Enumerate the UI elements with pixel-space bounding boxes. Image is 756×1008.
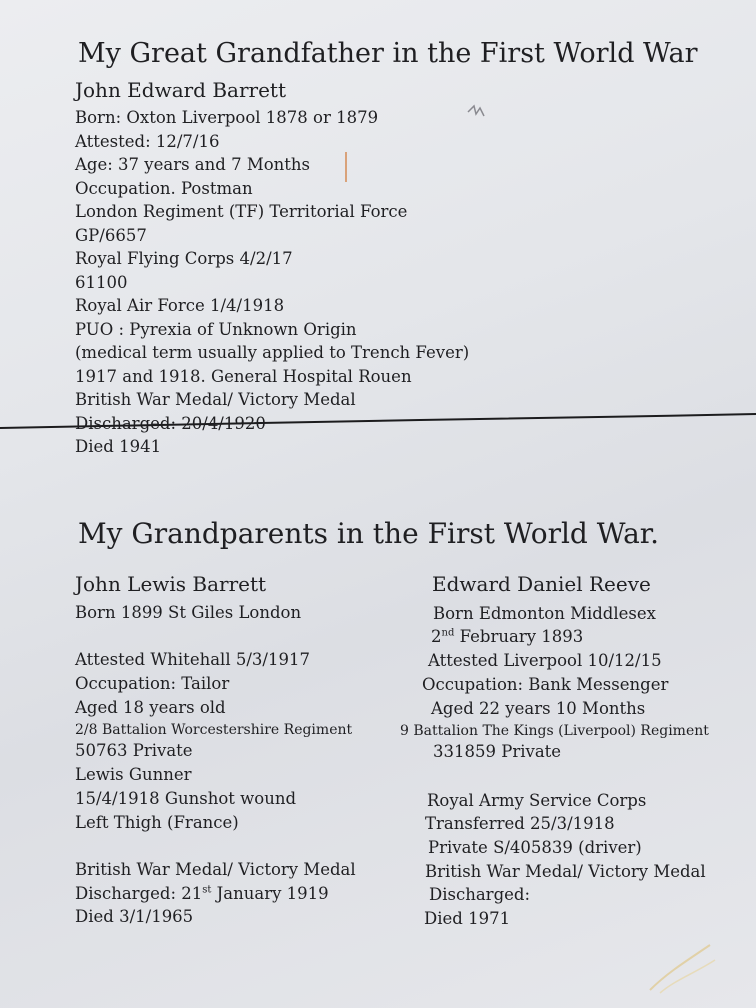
left-regiment: 2/8 Battalion Worcestershire Regiment <box>75 722 353 738</box>
left-discharged <box>75 884 329 903</box>
section1-title: My Great Grandfather in the First World War <box>78 38 698 69</box>
left-number: 50763 Private <box>75 741 193 760</box>
stain-mark <box>640 935 720 995</box>
record-line: Died 1941 <box>75 437 162 456</box>
record-line: Royal Flying Corps 4/2/17 <box>75 249 293 268</box>
record-line: London Regiment (TF) Territorial Force <box>75 202 408 221</box>
right-private: Private S/405839 (driver) <box>428 838 642 857</box>
left-born: Born 1899 St Giles London <box>75 603 302 622</box>
record-line: (medical term usually applied to Trench Fever) <box>75 343 470 362</box>
record-line: Royal Air Force 1/4/1918 <box>75 296 285 315</box>
right-transferred: Transferred 25/3/1918 <box>425 814 615 833</box>
section1-record <box>75 78 469 459</box>
right-occupation: Occupation: Bank Messenger <box>422 675 669 694</box>
record-line: British War Medal/ Victory Medal <box>75 390 356 409</box>
left-attested: Attested Whitehall 5/3/1917 <box>75 650 310 669</box>
right-medals: British War Medal/ Victory Medal <box>425 862 706 881</box>
record-line: Attested: 12/7/16 <box>75 131 220 151</box>
left-medals: British War Medal/ Victory Medal <box>75 860 356 879</box>
left-column <box>75 572 415 932</box>
right-number: 331859 Private <box>433 742 562 761</box>
section2-title: My Grandparents in the First World War. <box>78 517 659 550</box>
right-name: Edward Daniel Reeve <box>432 572 651 596</box>
ink-smudge <box>466 102 492 120</box>
record-line: GP/6657 <box>75 225 147 245</box>
right-born: Born Edmonton Middlesex <box>433 604 656 623</box>
right-birth-date <box>431 627 583 646</box>
record-line: Discharged: 20/4/1920 <box>75 413 266 433</box>
left-name: John Lewis Barrett <box>75 572 267 596</box>
left-wound: 15/4/1918 Gunshot wound <box>75 789 297 808</box>
left-discharged-suffix: January 1919 <box>211 884 329 903</box>
right-regiment: 9 Battalion The Kings (Liverpool) Regiment <box>400 723 709 739</box>
left-discharged-sup: st <box>202 884 212 896</box>
left-rank: Lewis Gunner <box>75 765 192 784</box>
record-line: Age: 37 years and 7 Months <box>75 155 311 174</box>
record-line: 1917 and 1918. General Hospital Rouen <box>75 366 412 386</box>
left-discharged-prefix: Discharged: 21 <box>75 884 203 903</box>
left-occupation: Occupation: Tailor <box>75 674 230 693</box>
left-age: Aged 18 years old <box>75 698 226 717</box>
right-died: Died 1971 <box>424 909 511 928</box>
right-attested: Attested Liverpool 10/12/15 <box>428 651 662 670</box>
left-wound-location: Left Thigh (France) <box>75 813 239 832</box>
right-age: Aged 22 years 10 Months <box>431 699 646 718</box>
record-line: PUO : Pyrexia of Unknown Origin <box>75 319 357 339</box>
record-line: Occupation. Postman <box>75 178 253 198</box>
right-corps: Royal Army Service Corps <box>427 791 647 810</box>
right-date-sup: nd <box>441 627 455 639</box>
section1-name: John Edward Barrett <box>75 78 286 102</box>
record-line: Born: Oxton Liverpool 1878 or 1879 <box>75 108 379 127</box>
right-discharged: Discharged: <box>429 885 531 904</box>
left-died: Died 3/1/1965 <box>75 907 194 926</box>
right-column <box>400 572 750 932</box>
right-date-suffix: February 1893 <box>454 627 584 646</box>
record-line: 61100 <box>75 272 128 292</box>
right-date-prefix: 2 <box>431 627 442 646</box>
